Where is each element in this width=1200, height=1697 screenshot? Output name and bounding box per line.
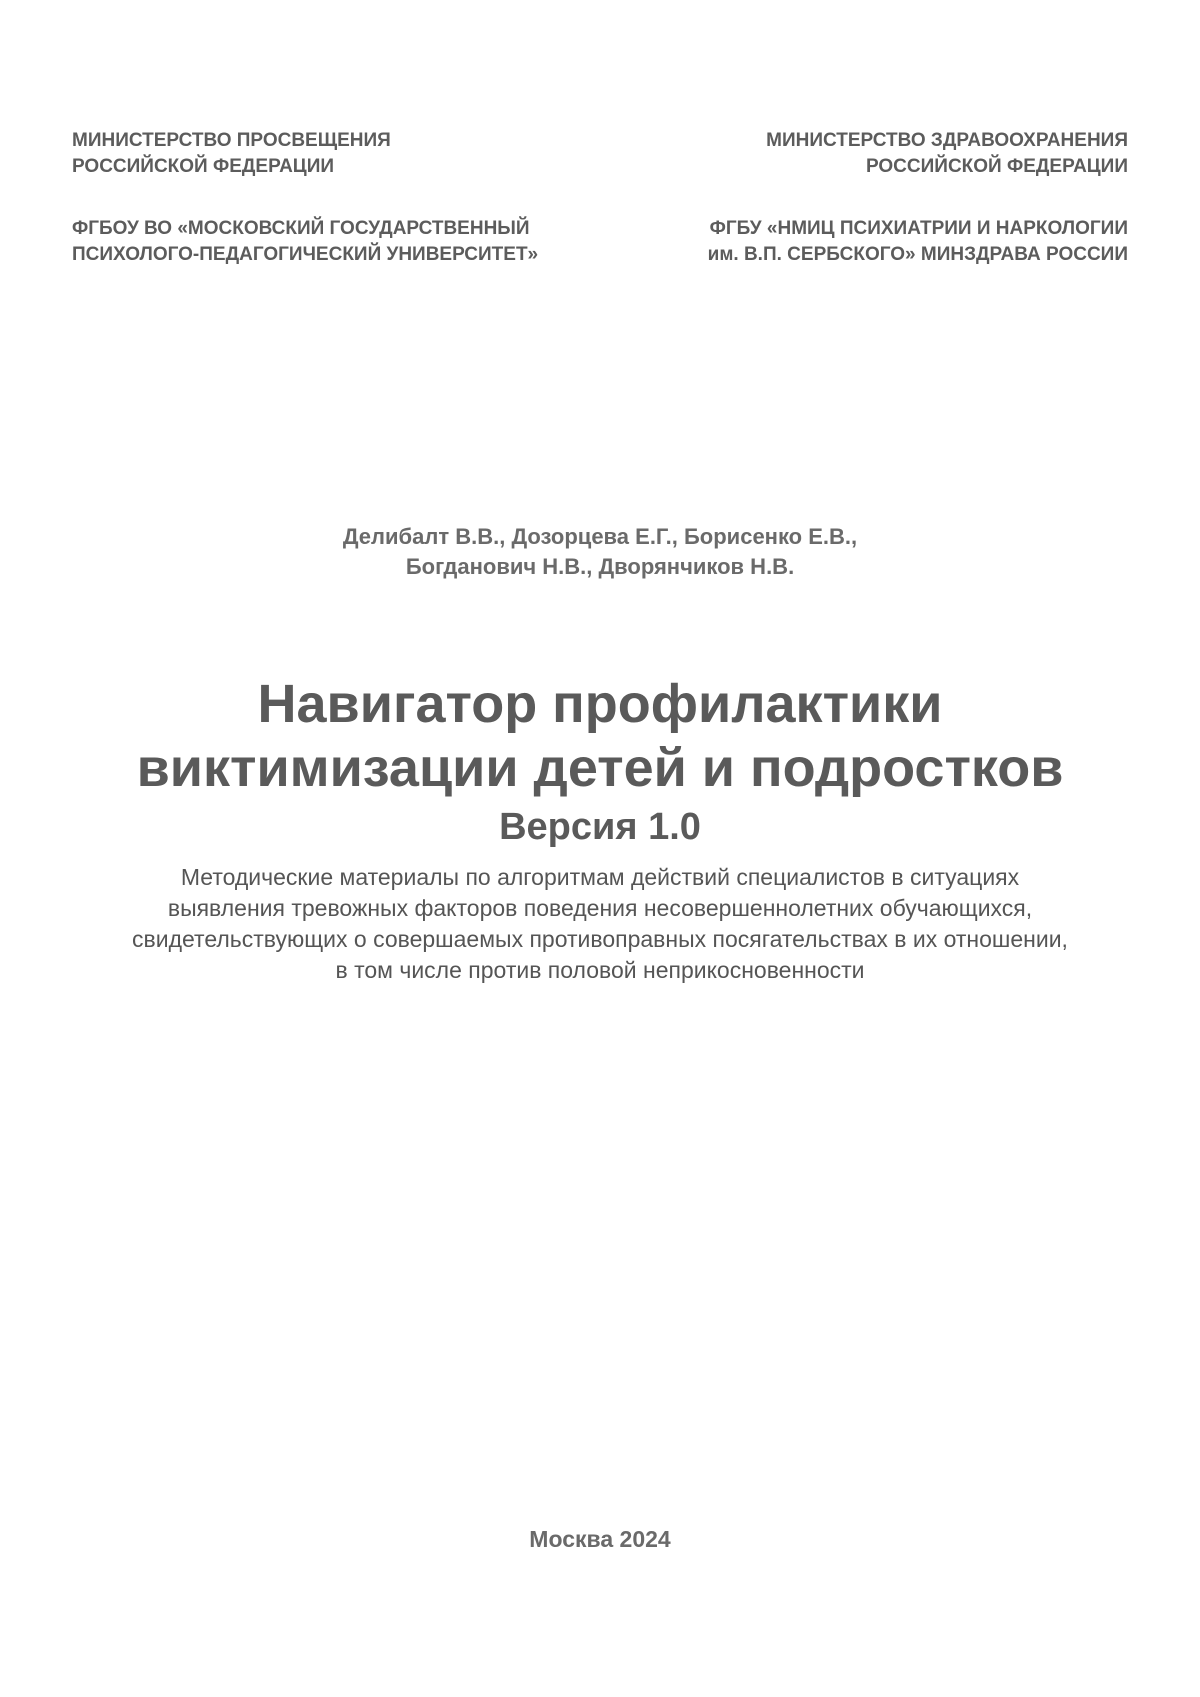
place-and-year: Москва 2024 <box>529 1526 671 1552</box>
subtitle-block <box>0 862 1200 986</box>
subtitle-line: в том числе против половой неприкосновенности <box>335 957 865 983</box>
right-ministry-line: МИНИСТЕРСТВО ЗДРАВООХРАНЕНИЯ <box>766 130 1128 151</box>
left-ministry-line: РОССИЙСКОЙ ФЕДЕРАЦИИ <box>72 156 335 177</box>
subtitle-line: выявления тревожных факторов поведения несовершеннолетних обучающихся, <box>167 895 1033 921</box>
left-institution-line: ПСИХОЛОГО-ПЕДАГОГИЧЕСКИЙ УНИВЕРСИТЕТ» <box>72 244 539 265</box>
right-institution-line: им. В.П. СЕРБСКОГО» МИНЗДРАВА РОССИИ <box>707 244 1128 265</box>
authors-line: Делибалт В.В., Дозорцева Е.Г., Борисенко Е.В., <box>342 524 858 549</box>
subtitle-line: Методические материалы по алгоритмам действий специалистов в ситуациях <box>180 864 1020 890</box>
document-title-line: Навигатор профилактики <box>257 674 943 734</box>
left-organization-block <box>72 128 592 268</box>
left-institution-line: ФГБОУ ВО «МОСКОВСКИЙ ГОСУДАРСТВЕННЫЙ <box>72 218 530 239</box>
right-institution-line: ФГБУ «НМИЦ ПСИХИАТРИИ И НАРКОЛОГИИ <box>709 218 1128 239</box>
title-block <box>0 672 1200 986</box>
version-label: Версия 1.0 <box>499 806 701 848</box>
document-title-line: виктимизации детей и подростков <box>136 738 1064 798</box>
right-ministry-line: РОССИЙСКОЙ ФЕДЕРАЦИИ <box>865 156 1128 177</box>
right-organization-block <box>568 128 1128 268</box>
subtitle-line: свидетельствующих о совершаемых противоправных посягательствах в их отношении, <box>132 926 1068 952</box>
authors-line: Богданович Н.В., Дворянчиков Н.В. <box>405 554 795 579</box>
left-ministry-line: МИНИСТЕРСТВО ПРОСВЕЩЕНИЯ <box>72 130 391 151</box>
authors-block <box>0 522 1200 582</box>
